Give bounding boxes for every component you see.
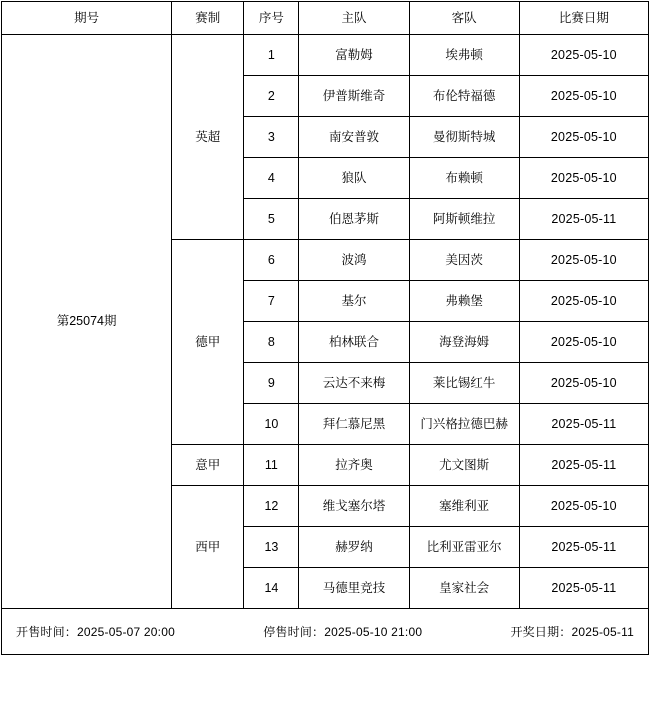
sale-start-value: 2025-05-07 20:00 [77, 625, 175, 639]
column-header-away-team: 客队 [409, 2, 519, 35]
away-team: 莱比锡红牛 [409, 363, 519, 404]
sale-end-info [263, 623, 422, 640]
away-team: 布伦特福德 [409, 76, 519, 117]
draw-date-label: 开奖日期： [510, 625, 572, 639]
sale-start-info [16, 623, 175, 640]
match-date: 2025-05-11 [519, 568, 648, 609]
away-team: 门兴格拉德巴赫 [409, 404, 519, 445]
home-team: 拜仁慕尼黑 [299, 404, 409, 445]
away-team: 美因茨 [409, 240, 519, 281]
away-team: 曼彻斯特城 [409, 117, 519, 158]
home-team: 马德里竞技 [299, 568, 409, 609]
match-number: 6 [244, 240, 299, 281]
away-team: 弗赖堡 [409, 281, 519, 322]
home-team: 赫罗纳 [299, 527, 409, 568]
home-team: 拉齐奥 [299, 445, 409, 486]
home-team: 富勒姆 [299, 35, 409, 76]
match-date: 2025-05-10 [519, 486, 648, 527]
away-team: 埃弗顿 [409, 35, 519, 76]
draw-date-value: 2025-05-11 [571, 625, 634, 639]
column-header-home-team: 主队 [299, 2, 409, 35]
league-cell-serie-a: 意甲 [172, 445, 244, 486]
home-team: 云达不来梅 [299, 363, 409, 404]
column-header-number: 序号 [244, 2, 299, 35]
away-team: 海登海姆 [409, 322, 519, 363]
match-date: 2025-05-11 [519, 527, 648, 568]
sale-start-label: 开售时间： [16, 625, 78, 639]
match-number: 7 [244, 281, 299, 322]
issue-number-cell: 第25074期 [2, 35, 172, 609]
match-number: 10 [244, 404, 299, 445]
away-team: 皇家社会 [409, 568, 519, 609]
draw-date-info [510, 623, 634, 640]
home-team: 基尔 [299, 281, 409, 322]
table-body [2, 35, 649, 609]
match-number: 12 [244, 486, 299, 527]
league-cell-premier-league: 英超 [172, 35, 244, 240]
home-team: 维戈塞尔塔 [299, 486, 409, 527]
match-date: 2025-05-10 [519, 322, 648, 363]
away-team: 布赖顿 [409, 158, 519, 199]
column-header-league: 赛制 [172, 2, 244, 35]
lottery-schedule-sheet [0, 1, 650, 719]
match-date: 2025-05-11 [519, 445, 648, 486]
table-header-row [2, 2, 649, 35]
table-header [2, 2, 649, 35]
away-team: 阿斯顿维拉 [409, 199, 519, 240]
match-number: 14 [244, 568, 299, 609]
match-date: 2025-05-10 [519, 158, 648, 199]
match-number: 5 [244, 199, 299, 240]
match-date: 2025-05-11 [519, 199, 648, 240]
match-number: 8 [244, 322, 299, 363]
match-number: 11 [244, 445, 299, 486]
column-header-issue: 期号 [2, 2, 172, 35]
match-date: 2025-05-10 [519, 76, 648, 117]
away-team: 尤文图斯 [409, 445, 519, 486]
match-number: 13 [244, 527, 299, 568]
footer-info-bar [1, 609, 649, 655]
match-number: 2 [244, 76, 299, 117]
table-row [2, 35, 649, 76]
match-date: 2025-05-10 [519, 117, 648, 158]
home-team: 波鸿 [299, 240, 409, 281]
home-team: 狼队 [299, 158, 409, 199]
league-cell-la-liga: 西甲 [172, 486, 244, 609]
match-schedule-table [1, 1, 649, 609]
match-number: 3 [244, 117, 299, 158]
home-team: 柏林联合 [299, 322, 409, 363]
column-header-match-date: 比赛日期 [519, 2, 648, 35]
match-date: 2025-05-11 [519, 404, 648, 445]
away-team: 比利亚雷亚尔 [409, 527, 519, 568]
league-cell-bundesliga: 德甲 [172, 240, 244, 445]
match-date: 2025-05-10 [519, 35, 648, 76]
sale-end-value: 2025-05-10 21:00 [324, 625, 423, 639]
match-date: 2025-05-10 [519, 363, 648, 404]
match-date: 2025-05-10 [519, 240, 648, 281]
home-team: 南安普敦 [299, 117, 409, 158]
away-team: 塞维利亚 [409, 486, 519, 527]
match-number: 1 [244, 35, 299, 76]
match-date: 2025-05-10 [519, 281, 648, 322]
home-team: 伊普斯维奇 [299, 76, 409, 117]
match-number: 4 [244, 158, 299, 199]
match-number: 9 [244, 363, 299, 404]
home-team: 伯恩茅斯 [299, 199, 409, 240]
sale-end-label: 停售时间： [263, 625, 325, 639]
